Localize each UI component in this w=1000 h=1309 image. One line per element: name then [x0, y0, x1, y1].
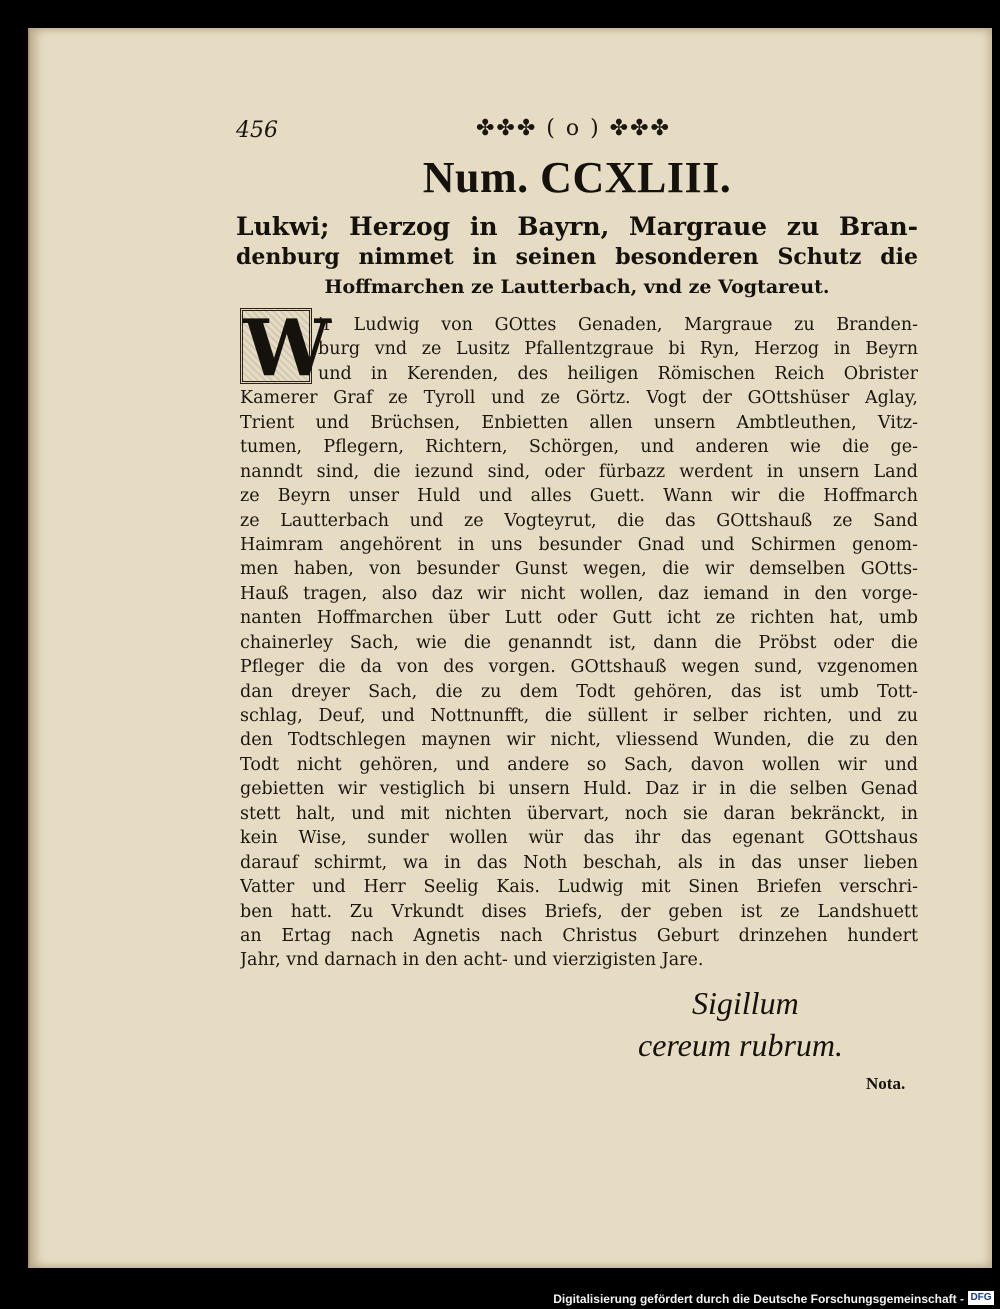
catchword: Nota. — [866, 1074, 906, 1093]
body-line: kein Wise, sunder wollen wür das ihr das egenant GOttshaus — [240, 828, 918, 849]
body-line: ze Beyrn unser Huld und alles Guett. Wann wir die Hoffmarch — [240, 486, 918, 507]
body-line: Kamerer Graf ze Tyroll und ze Görtz. Vogt der GOttshüser Aglay, — [240, 388, 918, 409]
body-line: gebietten wir vestiglich bi unsern Huld. Daz ir in die selben Genad — [240, 779, 918, 800]
document-heading — [236, 212, 918, 302]
body-line: ze Lautterbach und ze Vogteyrut, die das GOttshauß ze Sand — [240, 510, 918, 531]
body-line: stett halt, und mit nichten übervart, noch sie daran bekränckt, in — [240, 803, 918, 824]
seal-line: Sigillum — [692, 985, 799, 1021]
page-header — [236, 118, 918, 148]
body-line: Hauß tragen, also daz wir nicht wollen, daz iemand in den vorge- — [240, 583, 918, 604]
body-line: und in Kerenden, des heiligen Römischen Reich Obrister — [318, 363, 918, 384]
body-line: Pfleger die da von des vorgen. GOttshauß wegen sund, vzgenomen — [240, 657, 918, 678]
body-line: burg vnd ze Lusitz Pfallentzgraue bi Ryn, Herzog in Beyrn — [318, 339, 918, 360]
body-line: Todt nicht gehören, und andere so Sach, davon wollen wir und — [240, 754, 918, 775]
decorated-initial: W — [240, 308, 312, 384]
body-line: tumen, Pflegern, Richtern, Schörgen, und anderen wie die ge- — [240, 437, 918, 458]
body-line: chainerley Sach, wie die genanndt ist, dann die Pröbst oder die — [240, 632, 918, 653]
page-number: 456 — [236, 118, 278, 143]
body-line: dan dreyer Sach, die zu dem Todt gehören, das ist umb Tott- — [240, 681, 918, 702]
body-line: nanten Hoffmarchen über Lutt oder Gutt icht ze richten hat, umb — [240, 608, 918, 629]
body-line: Jahr, vnd darnach in den acht- und vierzigisten Jare. — [240, 950, 704, 971]
body-line: ir Ludwig von GOttes Genaden, Margraue zu Branden- — [318, 315, 918, 335]
body-line: den Todtschlegen maynen wir nicht, vliessend Wunden, die zu den — [240, 730, 918, 751]
body-line: ben hatt. Zu Vrkundt dises Briefs, der geben ist ze Landshuett — [240, 901, 918, 922]
seal-line: cereum rubrum. — [638, 1027, 843, 1063]
body-line: Vatter und Herr Seelig Kais. Ludwig mit Sinen Briefen verschri- — [240, 877, 918, 898]
body-line: Haimram angehörent in uns besunder Gnad und Schirmen genom- — [240, 534, 918, 555]
seal-note — [630, 982, 890, 1066]
header-ornament: ✤✤✤ ( o ) ✤✤✤ — [476, 116, 671, 141]
body-line: darauf schirmt, wa in das Noth beschah, als in das unser lieben — [240, 852, 918, 873]
heading-line: Hoffmarchen ze Lautterbach, vnd ze Vogtareut. — [324, 276, 830, 298]
dfg-logo-icon: DFG — [968, 1291, 994, 1305]
body-line: Trient und Brüchsen, Enbietten allen unsern Ambtleuthen, Vitz- — [240, 412, 918, 433]
body-line: schlag, Deuf, und Nottnunfft, die süllent ir selber richten, und zu — [240, 706, 918, 726]
body-line: an Ertag nach Agnetis nach Christus Geburt drinzehen hundert — [240, 925, 918, 946]
document-number: Num. CCXLIII. — [422, 153, 732, 202]
heading-line: denburg nimmet in seinen besonderen Schutz die — [236, 244, 918, 270]
body-line: men haben, von besunder Gunst wegen, die wir demselben GOtts- — [240, 559, 918, 580]
funding-credit: Digitalisierung gefördert durch die Deutsche Forschungsgemeinschaft - — [553, 1292, 964, 1306]
heading-line: Lukwi; Herzog in Bayrn, Margraue zu Bran- — [236, 212, 918, 241]
document-body — [240, 313, 918, 973]
body-line: nanndt sind, die iezund sind, oder fürbazz werdent in unsern Land — [240, 461, 918, 482]
